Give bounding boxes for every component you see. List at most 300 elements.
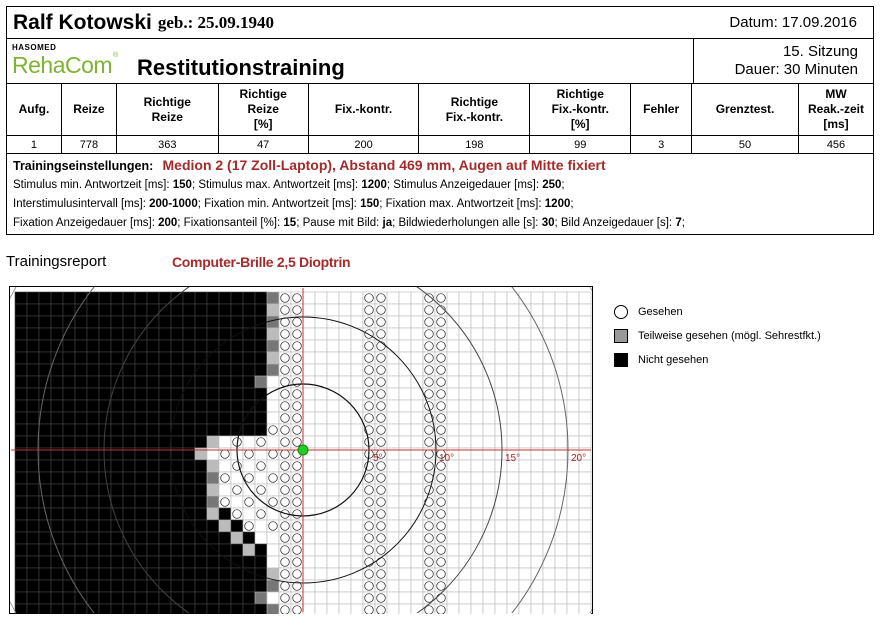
field-cell [183, 328, 195, 340]
field-cell [411, 304, 423, 316]
seen-marker [257, 510, 266, 519]
field-cell [387, 304, 399, 316]
field-cell [99, 292, 111, 304]
field-cell [327, 592, 339, 604]
field-cell [75, 544, 87, 556]
field-cell [39, 304, 51, 316]
field-cell [567, 568, 579, 580]
field-cell [351, 604, 363, 614]
field-cell [507, 508, 519, 520]
field-cell [51, 592, 63, 604]
field-cell [159, 580, 171, 592]
field-cell [327, 580, 339, 592]
field-cell [543, 316, 555, 328]
field-cell [459, 592, 471, 604]
seen-marker [425, 426, 434, 435]
field-cell [147, 292, 159, 304]
field-cell [111, 316, 123, 328]
field-cell [207, 304, 219, 316]
seen-marker [365, 294, 374, 303]
field-cell [243, 580, 255, 592]
field-cell [507, 376, 519, 388]
field-cell [111, 292, 123, 304]
field-cell [207, 508, 219, 520]
seen-marker [377, 414, 386, 423]
field-cell [99, 580, 111, 592]
table-cell: 50 [692, 136, 799, 154]
field-cell [219, 520, 231, 532]
seen-marker [365, 594, 374, 603]
field-cell [507, 472, 519, 484]
field-cell [459, 520, 471, 532]
field-cell [543, 544, 555, 556]
field-cell [159, 352, 171, 364]
field-cell [171, 592, 183, 604]
field-cell [231, 412, 243, 424]
field-cell [135, 412, 147, 424]
field-cell [327, 364, 339, 376]
field-cell [507, 544, 519, 556]
field-cell [39, 496, 51, 508]
field-cell [171, 568, 183, 580]
field-cell [87, 556, 99, 568]
field-cell [447, 376, 459, 388]
field-cell [543, 412, 555, 424]
field-cell [99, 568, 111, 580]
field-cell [231, 580, 243, 592]
field-cell [207, 472, 219, 484]
field-cell [327, 412, 339, 424]
field-cell [15, 352, 27, 364]
degree-label: 20° [571, 453, 587, 464]
field-cell [195, 484, 207, 496]
field-cell [15, 556, 27, 568]
field-cell [327, 304, 339, 316]
field-cell [87, 568, 99, 580]
seen-marker [365, 378, 374, 387]
seen-marker [377, 510, 386, 519]
field-cell [447, 340, 459, 352]
field-cell [447, 556, 459, 568]
field-cell [219, 460, 231, 472]
field-cell [519, 568, 531, 580]
seen-marker [365, 486, 374, 495]
seen-marker [293, 606, 302, 614]
field-cell [411, 556, 423, 568]
field-cell [459, 496, 471, 508]
field-cell [495, 352, 507, 364]
field-cell [123, 568, 135, 580]
patient-header [6, 6, 874, 39]
field-cell [243, 544, 255, 556]
field-cell [567, 532, 579, 544]
setting-key: ; Stimulus max. Antwortzeit [ms]: [191, 179, 362, 191]
field-cell [495, 592, 507, 604]
field-cell [267, 400, 279, 412]
field-cell [207, 388, 219, 400]
seen-marker [281, 366, 290, 375]
field-cell [387, 604, 399, 614]
field-cell [99, 412, 111, 424]
field-cell [339, 328, 351, 340]
field-cell [399, 340, 411, 352]
field-cell [15, 472, 27, 484]
field-cell [159, 604, 171, 614]
legend-swatch-notseen [614, 353, 628, 367]
seen-marker [281, 330, 290, 339]
field-cell [111, 328, 123, 340]
field-cell [303, 496, 315, 508]
field-cell [159, 328, 171, 340]
field-cell [327, 352, 339, 364]
field-cell [351, 556, 363, 568]
header-text: MW [825, 87, 847, 101]
field-cell [147, 484, 159, 496]
field-cell [63, 436, 75, 448]
field-cell [195, 436, 207, 448]
field-cell [447, 292, 459, 304]
field-cell [339, 556, 351, 568]
field-cell [159, 436, 171, 448]
field-cell [219, 424, 231, 436]
field-cell [543, 460, 555, 472]
field-cell [447, 520, 459, 532]
field-cell [123, 496, 135, 508]
field-cell [243, 604, 255, 614]
field-cell [399, 484, 411, 496]
field-cell [543, 304, 555, 316]
seen-marker [281, 534, 290, 543]
program-title: Restitutionstraining [137, 55, 345, 80]
field-cell [171, 556, 183, 568]
field-cell [243, 304, 255, 316]
field-cell [39, 568, 51, 580]
field-cell [567, 592, 579, 604]
field-cell [543, 436, 555, 448]
field-cell [555, 604, 567, 614]
field-cell [555, 424, 567, 436]
field-cell [15, 604, 27, 614]
field-cell [543, 496, 555, 508]
field-cell [75, 472, 87, 484]
field-cell [339, 412, 351, 424]
field-cell [471, 364, 483, 376]
field-cell [483, 328, 495, 340]
field-cell [123, 472, 135, 484]
table-cell: 363 [116, 136, 218, 154]
field-cell [63, 592, 75, 604]
field-cell [63, 304, 75, 316]
seen-marker [293, 594, 302, 603]
field-cell [111, 340, 123, 352]
field-cell [207, 520, 219, 532]
field-cell [531, 460, 543, 472]
field-cell [87, 544, 99, 556]
field-cell [543, 604, 555, 614]
field-cell [447, 400, 459, 412]
field-cell [39, 376, 51, 388]
field-cell [459, 316, 471, 328]
field-cell [207, 484, 219, 496]
field-cell [111, 484, 123, 496]
field-cell [303, 364, 315, 376]
field-cell [135, 592, 147, 604]
field-cell [339, 352, 351, 364]
field-cell [399, 352, 411, 364]
field-cell [459, 388, 471, 400]
field-cell [471, 604, 483, 614]
field-cell [351, 328, 363, 340]
seen-marker [437, 438, 446, 447]
field-cell [543, 592, 555, 604]
field-cell [99, 352, 111, 364]
field-cell [327, 520, 339, 532]
field-cell [147, 592, 159, 604]
field-cell [51, 436, 63, 448]
field-cell [51, 508, 63, 520]
field-cell [135, 508, 147, 520]
field-cell [63, 496, 75, 508]
seen-marker [437, 558, 446, 567]
field-cell [579, 544, 591, 556]
table-header-row [7, 84, 874, 136]
header-text: [ms] [823, 117, 849, 131]
seen-marker [377, 606, 386, 614]
field-cell [519, 556, 531, 568]
seen-marker [425, 342, 434, 351]
field-cell [99, 376, 111, 388]
field-cell [267, 580, 279, 592]
field-cell [159, 484, 171, 496]
field-cell [75, 400, 87, 412]
field-cell [519, 436, 531, 448]
field-cell [147, 412, 159, 424]
field-cell [399, 508, 411, 520]
field-cell [555, 304, 567, 316]
field-cell [51, 472, 63, 484]
field-cell [195, 460, 207, 472]
field-cell [531, 400, 543, 412]
field-cell [231, 592, 243, 604]
table-cell: 456 [799, 136, 874, 154]
field-cell [183, 460, 195, 472]
seen-marker [221, 474, 230, 483]
field-cell [459, 580, 471, 592]
field-cell [87, 496, 99, 508]
seen-marker [293, 522, 302, 531]
field-cell [75, 436, 87, 448]
field-cell [231, 364, 243, 376]
field-cell [123, 424, 135, 436]
field-cell [255, 520, 267, 532]
field-cell [459, 484, 471, 496]
field-cell [87, 328, 99, 340]
field-cell [171, 544, 183, 556]
field-cell [159, 364, 171, 376]
field-cell [171, 484, 183, 496]
field-cell [459, 604, 471, 614]
field-cell [303, 340, 315, 352]
seen-marker [437, 474, 446, 483]
field-cell [387, 556, 399, 568]
field-cell [303, 568, 315, 580]
field-cell [135, 316, 147, 328]
field-cell [183, 568, 195, 580]
field-cell [87, 364, 99, 376]
field-cell [543, 424, 555, 436]
field-cell [567, 508, 579, 520]
field-cell [27, 544, 39, 556]
seen-marker [437, 594, 446, 603]
header-text: [%] [253, 117, 273, 131]
field-cell [27, 532, 39, 544]
field-cell [303, 592, 315, 604]
field-cell [207, 544, 219, 556]
field-cell [207, 424, 219, 436]
field-cell [135, 388, 147, 400]
field-cell [339, 592, 351, 604]
field-cell [315, 400, 327, 412]
field-cell [195, 304, 207, 316]
seen-marker [257, 462, 266, 471]
seen-marker [293, 534, 302, 543]
field-cell [543, 376, 555, 388]
setting-value: 150 [172, 179, 192, 191]
field-cell [267, 292, 279, 304]
field-cell [495, 496, 507, 508]
field-cell [459, 532, 471, 544]
field-cell [75, 364, 87, 376]
field-cell [87, 304, 99, 316]
field-cell [207, 352, 219, 364]
field-cell [399, 436, 411, 448]
field-cell [471, 436, 483, 448]
field-cell [447, 424, 459, 436]
field-cell [63, 352, 75, 364]
field-cell [87, 592, 99, 604]
report-date: Datum: 17.09.2016 [729, 14, 857, 31]
company-name: HASOMED [12, 43, 57, 52]
seen-marker [437, 366, 446, 375]
field-cell [531, 364, 543, 376]
seen-marker [293, 330, 302, 339]
setting-key: ; Stimulus Anzeigedauer [ms]: [386, 179, 543, 191]
field-cell [339, 604, 351, 614]
field-cell [519, 484, 531, 496]
seen-marker [365, 390, 374, 399]
seen-marker [425, 522, 434, 531]
field-cell [327, 316, 339, 328]
field-cell [51, 364, 63, 376]
seen-marker [425, 510, 434, 519]
program-header [6, 38, 874, 84]
field-cell [15, 592, 27, 604]
field-cell [555, 436, 567, 448]
field-cell [483, 592, 495, 604]
field-cell [315, 436, 327, 448]
field-cell [483, 304, 495, 316]
field-cell [135, 292, 147, 304]
field-cell [483, 316, 495, 328]
field-cell [387, 412, 399, 424]
field-cell [159, 556, 171, 568]
field-cell [27, 580, 39, 592]
field-cell [63, 292, 75, 304]
field-cell [123, 508, 135, 520]
seen-marker [365, 606, 374, 614]
setting-key: ; Fixation min. Antwortzeit [ms]: [197, 198, 361, 210]
field-cell [399, 328, 411, 340]
field-cell [471, 472, 483, 484]
field-cell [195, 568, 207, 580]
field-cell [399, 316, 411, 328]
field-cell [303, 484, 315, 496]
field-cell [327, 400, 339, 412]
field-cell [183, 520, 195, 532]
seen-marker [257, 486, 266, 495]
field-cell [195, 400, 207, 412]
seen-marker [425, 570, 434, 579]
seen-marker [425, 354, 434, 363]
field-cell [135, 544, 147, 556]
field-cell [147, 472, 159, 484]
settings-line [13, 195, 873, 214]
field-cell [399, 424, 411, 436]
field-cell [123, 460, 135, 472]
field-cell [207, 604, 219, 614]
field-cell [243, 556, 255, 568]
field-cell [579, 508, 591, 520]
field-cell [195, 472, 207, 484]
field-cell [183, 544, 195, 556]
field-cell [135, 520, 147, 532]
training-settings [6, 153, 874, 235]
field-cell [315, 568, 327, 580]
field-cell [399, 544, 411, 556]
field-cell [327, 532, 339, 544]
field-cell [111, 460, 123, 472]
field-cell [171, 496, 183, 508]
seen-marker [293, 294, 302, 303]
field-cell [75, 556, 87, 568]
field-cell [339, 424, 351, 436]
field-cell [27, 604, 39, 614]
field-cell [243, 364, 255, 376]
table-cell: 99 [530, 136, 631, 154]
seen-marker [365, 306, 374, 315]
seen-marker [425, 498, 434, 507]
seen-marker [293, 390, 302, 399]
field-cell [555, 292, 567, 304]
seen-marker [377, 354, 386, 363]
field-cell [327, 436, 339, 448]
header-text: Richtige [450, 94, 499, 109]
field-cell [519, 472, 531, 484]
table-cell: 3 [631, 136, 692, 154]
field-cell [387, 520, 399, 532]
field-cell [339, 292, 351, 304]
field-cell [255, 400, 267, 412]
field-cell [255, 328, 267, 340]
field-cell [303, 400, 315, 412]
field-cell [219, 400, 231, 412]
field-cell [39, 472, 51, 484]
table-cell: 200 [308, 136, 419, 154]
seen-marker [437, 378, 446, 387]
table-header-cell [116, 84, 218, 136]
seen-marker [365, 402, 374, 411]
field-cell [315, 340, 327, 352]
